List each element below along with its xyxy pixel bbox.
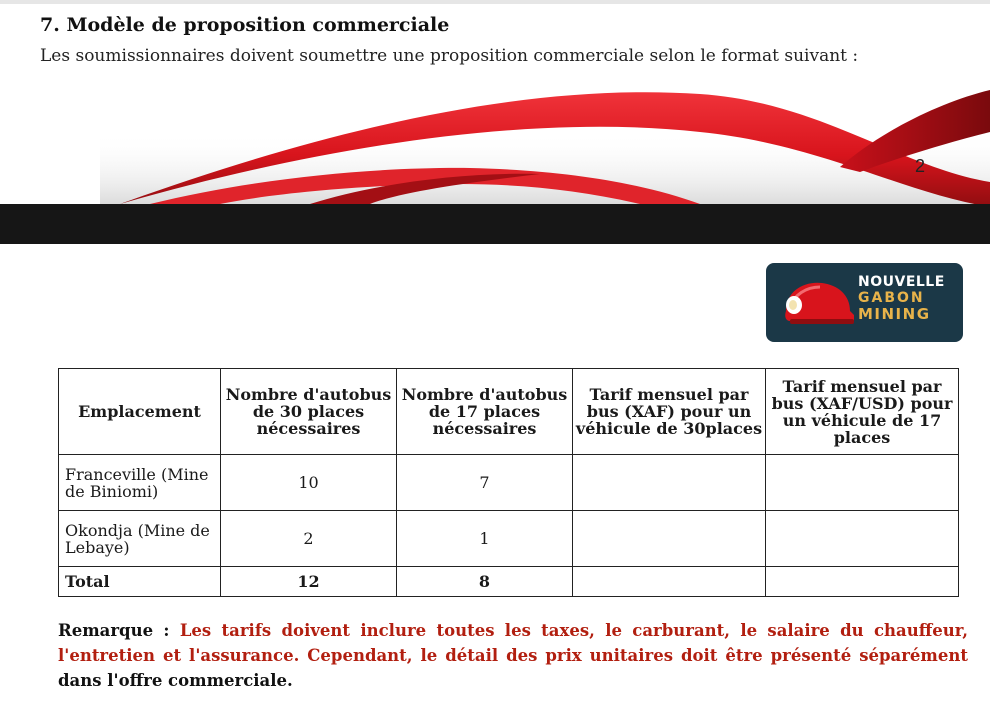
cell-total-buses-30: 12 (221, 567, 397, 597)
section-title: 7. Modèle de proposition commerciale (40, 14, 450, 36)
proposal-table (58, 368, 959, 597)
header-location: Emplacement (59, 369, 221, 455)
cell-rate-17[interactable] (766, 455, 959, 511)
cell-location: Okondja (Mine de Lebaye) (59, 511, 221, 567)
table-row (59, 455, 959, 511)
header-buses-30: Nombre d'autobus de 30 places nécessaires (221, 369, 397, 455)
logo-line-1: NOUVELLE (858, 274, 945, 290)
remark-ending: dans l'offre commerciale. (58, 671, 293, 690)
cell-buses-17: 1 (397, 511, 573, 567)
cell-rate-30[interactable] (573, 455, 766, 511)
cell-rate-17[interactable] (766, 511, 959, 567)
intro-text: Les soumissionnaires doivent soumettre une proposition commerciale selon le format suivant : (40, 46, 859, 66)
header-buses-17: Nombre d'autobus de 17 places nécessaires (397, 369, 573, 455)
cell-buses-30: 2 (221, 511, 397, 567)
decorative-banner (0, 72, 990, 244)
table-total-row (59, 567, 959, 597)
cell-total-rate-17[interactable] (766, 567, 959, 597)
miner-helmet-icon (780, 277, 856, 329)
logo-text (858, 274, 945, 322)
cell-total-label: Total (59, 567, 221, 597)
remark-lead: Remarque : (58, 621, 170, 640)
page-number: 2 (915, 156, 926, 176)
red-swoosh-graphic (0, 72, 990, 244)
logo-line-3: MINING (858, 305, 931, 323)
cell-rate-30[interactable] (573, 511, 766, 567)
cell-location: Franceville (Mine de Biniomi) (59, 455, 221, 511)
header-rate-30: Tarif mensuel par bus (XAF) pour un véhicule de 30places (573, 369, 766, 455)
cell-buses-30: 10 (221, 455, 397, 511)
remark-paragraph (58, 618, 968, 693)
cell-buses-17: 7 (397, 455, 573, 511)
header-rate-17: Tarif mensuel par bus (XAF/USD) pour un véhicule de 17 places (766, 369, 959, 455)
table-header-row (59, 369, 959, 455)
cell-total-buses-17: 8 (397, 567, 573, 597)
top-rule (0, 0, 990, 4)
company-logo (766, 263, 963, 342)
logo-line-2: GABON (858, 290, 925, 306)
remark-body: Les tarifs doivent inclure toutes les taxes, le carburant, le salaire du chauffeur, l'entretien et l'assurance. Cependant, le détail des prix unitaires doit être présenté séparément (58, 621, 968, 665)
table-row (59, 511, 959, 567)
cell-total-rate-30[interactable] (573, 567, 766, 597)
